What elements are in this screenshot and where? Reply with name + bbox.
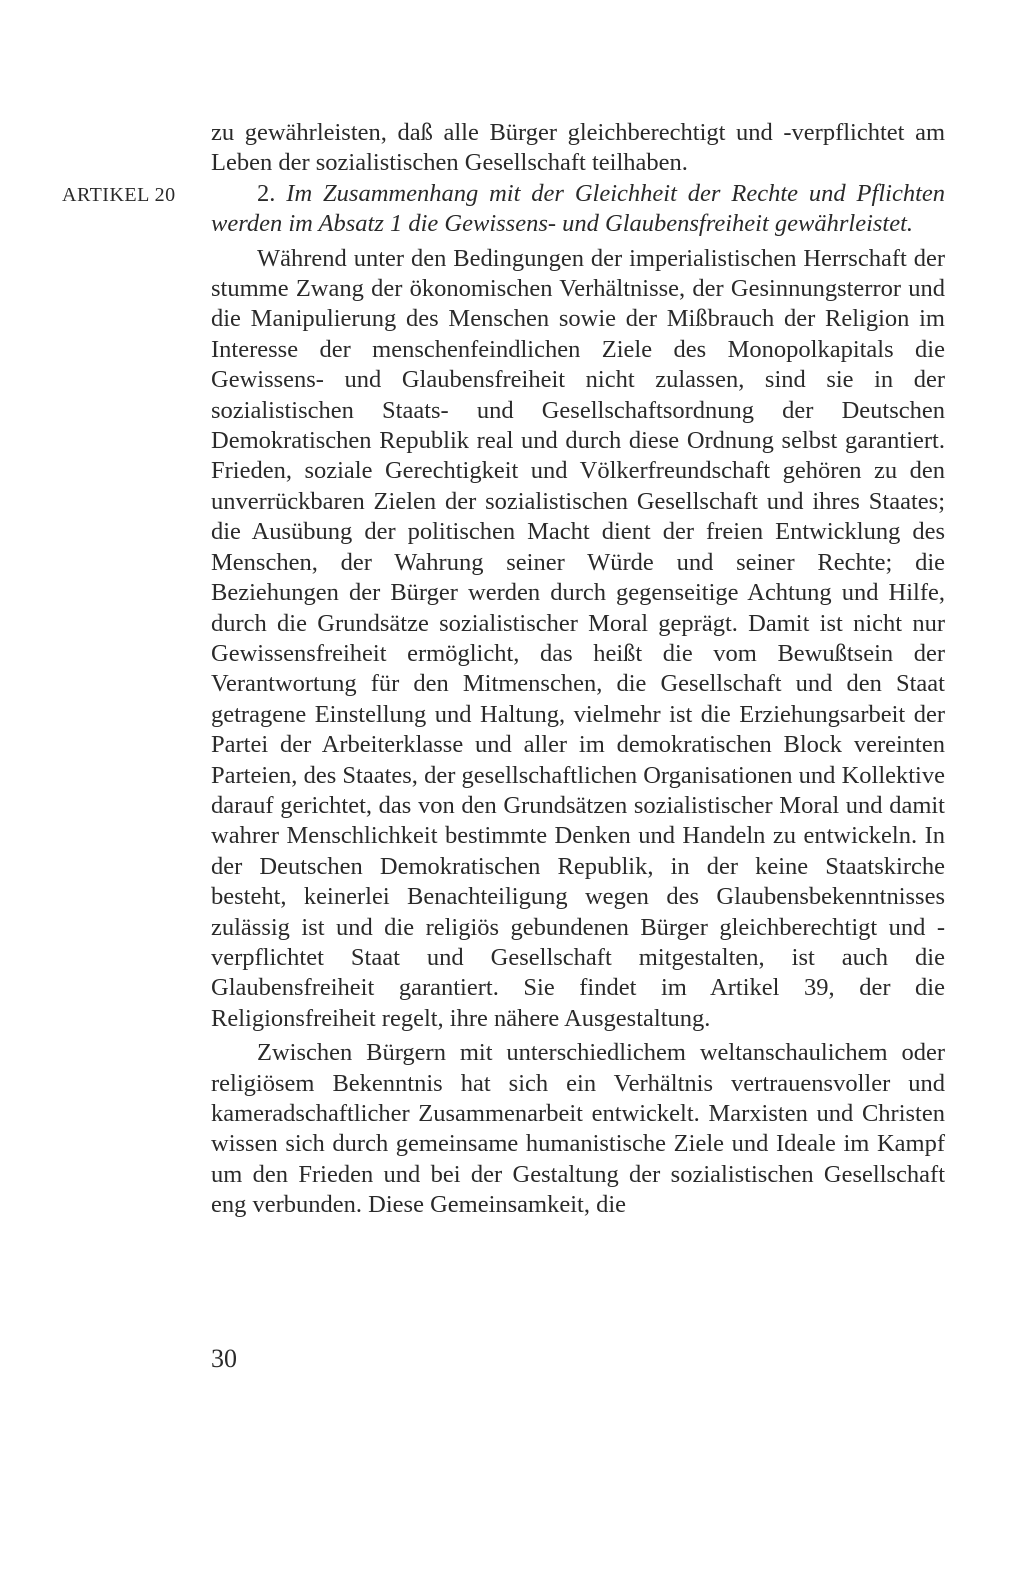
section-2-italic-text: Im Zusammenhang mit der Gleichheit der Rechte und Pflichten werden im Absatz 1 die Gewissens- und Glaubensfreiheit gewährleistet.: [211, 179, 946, 238]
body-paragraph-1: Während unter den Bedingungen der imperialistischen Herrschaft der stumme Zwang der ökonomischen Verhältnisse, der Gesinnungsterror und die Manipulierung des Menschen sowie der Mißbrauch der Religion im Interesse der menschenfeindlichen Ziele des Monopolkapitals die Gewissens- und Glaubensfreiheit nicht zulassen, sind sie in der sozialistischen Staats- und Gesellschaftsordnung der Deutschen Demokratischen Republik real und durch diese Ordnung selbst garantiert. Frieden, soziale Gerechtigkeit und Völkerfreundschaft gehören zu den unverrückbaren Zielen der sozialistischen Gesellschaft und ihres Staates; die Ausübung der politischen Macht dient der freien Entwicklung des Menschen, der Wahrung seiner Würde und seiner Rechte; die Beziehungen der Bürger werden durch gegenseitige Achtung und Hilfe, durch die Grundsätze sozialistischer Moral geprägt. Damit ist nicht nur Gewissensfreiheit ermöglicht, das heißt die vom Bewußtsein der Verantwortung für den Mitmenschen, die Gesellschaft und den Staat getragene Einstellung und Haltung, vielmehr ist die Erziehungsarbeit der Partei der Arbeiterklasse und aller im demokratischen Block vereinten Parteien, des Staates, der gesellschaftlichen Organisationen und Kollektive darauf gerichtet, das von den Grundsätzen sozialistischer Moral und damit wahrer Menschlichkeit bestimmte Denken und Handeln zu entwickeln. In der Deutschen Demokratischen Republik, in der keine Staatskirche besteht, keinerlei Benachteiligung wegen des Glaubensbekenntnisses zulässig ist und die religiös gebundenen Bürger gleichberechtigt und -verpflichtet Staat und Gesellschaft mitgestalten, ist auch die Glaubensfreiheit garantiert. Sie findet im Artikel 39, der die Religionsfreiheit regelt, ihre nähere Ausgestaltung.: [211, 244, 945, 1032]
continuation-paragraph: zu gewährleisten, daß alle Bürger gleichberechtigt und -verpflichtet am Leben der sozialistischen Gesellschaft teilhaben.: [211, 119, 945, 177]
article-margin-label: ARTIKEL 20: [62, 184, 176, 206]
main-text-block: [211, 118, 945, 1221]
section-number: 2.: [257, 179, 276, 207]
section-2-paragraph: [211, 179, 945, 240]
body-paragraph-2: Zwischen Bürgern mit unterschiedlichem weltanschaulichem oder religiösem Bekenntnis hat sich ein Verhältnis vertrauensvoller und kameradschaftlicher Zusammenarbeit entwickelt. Marxisten und Christen wissen sich durch gemeinsame humanistische Ziele und Ideale im Kampf um den Frieden und bei der Gestaltung der sozialistischen Gesellschaft eng verbunden. Diese Gemeinsamkeit, die: [211, 1039, 945, 1219]
page-number: 30: [211, 1344, 237, 1373]
